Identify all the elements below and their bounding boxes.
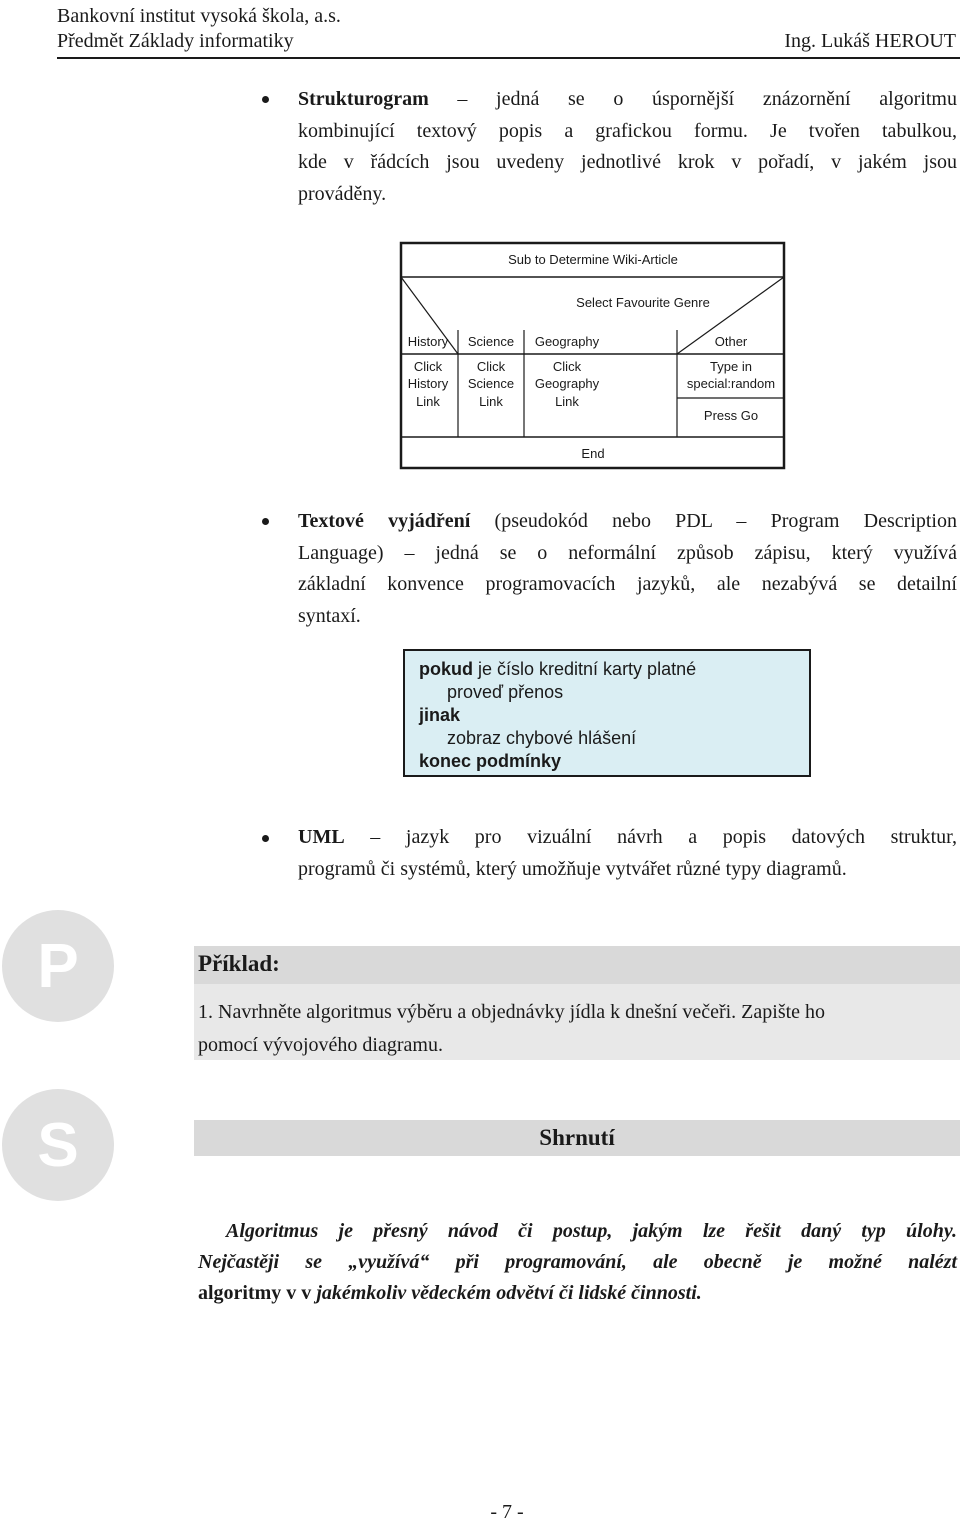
- uml-paragraph: UML – jazyk pro vizuální návrh a popis datových struktur, programů či systémů, který umožňuje vytvářet různé typy diagramů.: [298, 826, 957, 880]
- pseudocode-keyword: jinak: [419, 705, 461, 725]
- page-number: - 7 -: [490, 1501, 524, 1523]
- action-text: Click: [413, 359, 443, 374]
- summary-badge: S: [2, 1089, 114, 1201]
- action-text: Link: [555, 394, 579, 409]
- header-subject: Předmět Základy informatiky: [57, 30, 294, 52]
- summary-paragraph: Algoritmus je přesný návod či postup, jakým lze řešit daný typ úlohy. Nejčastěji se „využívá“ při programování, ale obecně je možné nalézt algoritmy v v jakémkoliv vědeckém odvětví či lidské činnosti.: [198, 1220, 957, 1304]
- action-text: Link: [479, 394, 503, 409]
- example-heading: Příklad:: [198, 951, 280, 976]
- struktogram-select: Select Favourite Genre: [576, 295, 710, 310]
- case-label: Geography: [534, 334, 600, 349]
- pseudocode-line: proveď přenos: [447, 682, 564, 702]
- struktogram-end: End: [581, 446, 605, 461]
- case-label: History: [407, 334, 449, 349]
- textove-paragraph: Textové vyjádření (pseudokód nebo PDL – Program Description Language) – jedná se o neformální způsob zápisu, který využívá základní konvence programovacích jazyků, ale nezabývá se detailní syntaxí.: [298, 510, 957, 627]
- header-divider: [57, 57, 960, 59]
- summary-heading: Shrnutí: [539, 1125, 615, 1150]
- bullet-dot: [262, 96, 269, 103]
- action-text: Science: [467, 376, 515, 391]
- case-label: Science: [467, 334, 515, 349]
- example-badge: P: [2, 910, 114, 1022]
- action-text: Click: [476, 359, 506, 374]
- struktogram-diagram: [398, 240, 788, 472]
- case-label: Other: [714, 334, 748, 349]
- pseudocode-box: pokud je číslo kreditní karty platné proveď přenos jinak zobraz chybové hlášení konec podmínky: [403, 649, 811, 777]
- action-text: Click: [552, 359, 582, 374]
- pseudocode-line: zobraz chybové hlášení: [447, 728, 637, 748]
- action-text: Type in: [710, 359, 752, 374]
- example-task-line: 1. Navrhněte algoritmus výběru a objednávky jídla k dnešní večeři. Zapište ho: [198, 1001, 826, 1023]
- action-text: special:random: [686, 376, 776, 391]
- pseudocode-keyword: pokud: [419, 659, 473, 679]
- example-task-line: pomocí vývojového diagramu.: [198, 1034, 443, 1056]
- strukturogram-paragraph: Strukturogram – jedná se o úspornější znázornění algoritmu kombinující textový popis a grafickou formu. Je tvořen tabulkou, kde v řádcích jsou uvedeny jednotlivé krok v pořadí, v jakém jsou prováděny.: [298, 88, 957, 205]
- action-text: History: [407, 376, 449, 391]
- bullet-dot: [262, 518, 269, 525]
- action-text: Geography: [534, 376, 600, 391]
- bullet-dot: [262, 835, 269, 842]
- pseudocode-keyword: konec podmínky: [419, 751, 562, 771]
- textove-term: Textové vyjádření: [298, 510, 471, 532]
- example-heading-band: [194, 946, 960, 984]
- action-text: Link: [416, 394, 440, 409]
- press-go-text: Press Go: [703, 408, 759, 423]
- header-school: Bankovní institut vysoká škola, a.s.: [57, 5, 341, 27]
- header-author: Ing. Lukáš HEROUT: [784, 30, 956, 52]
- strukturogram-term: Strukturogram: [298, 88, 429, 110]
- uml-term: UML: [298, 826, 345, 848]
- struktogram-title: Sub to Determine Wiki-Article: [508, 252, 678, 267]
